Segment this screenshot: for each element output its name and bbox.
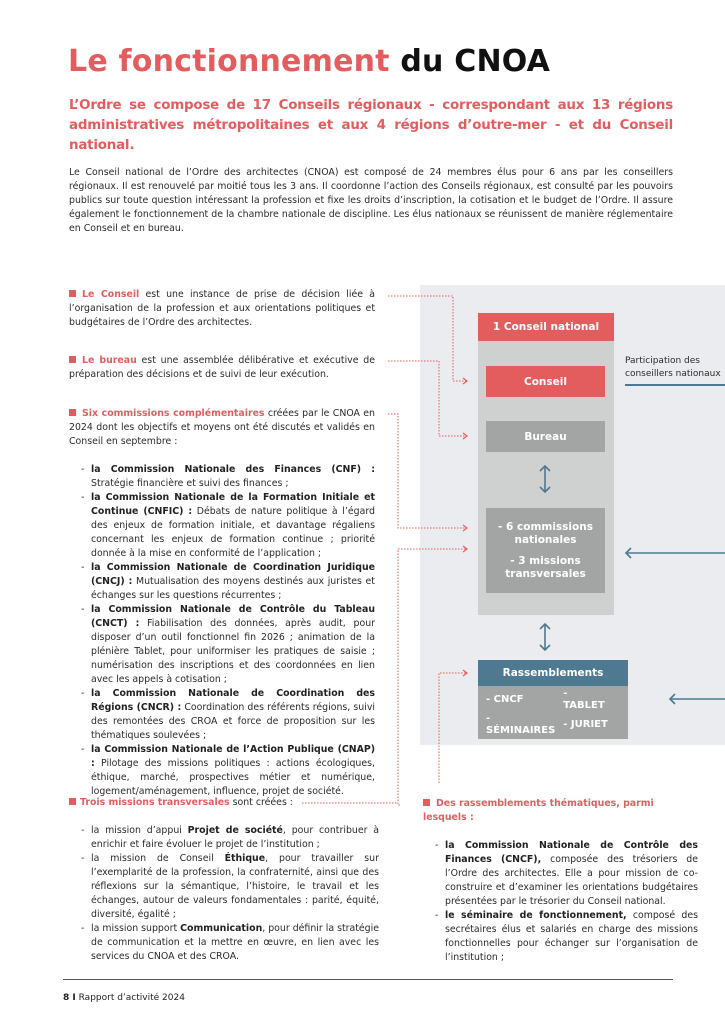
list-item: - la Commission Nationale de Coordination Juridique (CNCJ) : Mutualisation des moyens destinés aux juristes et échanges sur les questions récurrentes ; (81, 561, 375, 603)
rassemblements-label: Des rassemblements thématiques, parmi lesquels : (423, 798, 654, 823)
conseil-national-header: 1 Conseil national (478, 313, 614, 341)
square-bullet-icon (423, 799, 430, 806)
rassemblements-header: Rassemblements (478, 660, 628, 686)
lead-paragraph: L’Ordre se compose de 17 Conseils régionaux - correspondant aux 13 régions administratives métropolitaines et aux 4 régions d’outre-mer - et du Conseil national. (69, 98, 673, 153)
list-item: - la Commission Nationale de Coordination des Régions (CNCR) : Coordination des référents régions, suivi des remontées des CROA et force de proposition sur les thématiques soulevées ; (81, 687, 375, 743)
participation-label: Participation des conseillers nationaux (625, 356, 721, 379)
diagram-bureau-box: Bureau (486, 421, 605, 452)
diagram-conseil-box: Conseil (486, 366, 605, 397)
rassemblements-list (435, 839, 698, 965)
list-item: - la mission support Communication, pour définir la stratégie de communication et la mettre en œuvre, en lien avec les services du CNOA et des CROA. (81, 922, 379, 964)
bureau-label: Le bureau (82, 355, 137, 366)
list-item: - le séminaire de fonctionnement, composé des secrétaires élus et salariés en charge des missions fonctionnelles pour échanger sur l’organisation de l’institution ; (435, 909, 698, 965)
rassemblement-item: - CNCF (486, 693, 524, 705)
footer-divider (63, 979, 673, 980)
intro-paragraph: Le Conseil national de l’Ordre des architectes (CNOA) est composé de 24 membres élus pour 6 ans par les conseillers régionaux. Il est renouvelé par moitié tous les 3 ans. Il coordonne l’action des Conseils régionaux, est consulté par les pouvoirs publics sur toute question intéressant la profession et fixe les droits d’inscription, la cotisation et le budget de l’Ordre. Il assure également le fonctionnement de la chambre nationale de discipline. Les élus nationaux se réunissent de manière réglementaire en Conseil et en bureau. (69, 167, 673, 234)
list-item: - la Commission Nationale de la Formation Initiale et Continue (CNFIC) : Débats de nature politique à l’égard des enjeux de formation initiale, et davantage régaliens concernant les enjeux de formation continue ; priorité donnée à la mise en conformité de l’application ; (81, 491, 375, 561)
rassemblement-item: - JURIET (563, 718, 608, 730)
commissions-line: - 6 commissions nationales (498, 520, 593, 546)
missions-label: Trois missions transversales (80, 797, 230, 808)
missions-line: - 3 missions transversales (505, 554, 586, 580)
rassemblements-section (423, 797, 698, 965)
conseil-label: Le Conseil (82, 289, 140, 300)
commissions-text: créées par le CNOA en 2024 dont les objectifs et moyens ont été discutés et validés en Conseil en septembre : (69, 408, 375, 447)
list-item: - la Commission Nationale de l’Action Publique (CNAP) : Pilotage des missions politiques : actions écologiques, éthique, marché, prospectives métier et numérique, logement/aménagement, influence, projet de société. (81, 743, 375, 799)
title-highlight: Le fonctionnement (68, 44, 390, 79)
rassemblement-item: - TABLET (563, 687, 605, 711)
missions-text: sont créées : (229, 797, 293, 808)
bureau-text: est une assemblée délibérative et exécutive de préparation des décisions et de suivi de leur exécution. (69, 355, 375, 380)
commissions-label: Six commissions complémentaires (82, 408, 265, 419)
footer-title: Rapport d’activité 2024 (78, 993, 185, 1003)
page-footer (63, 993, 185, 1003)
title-rest: du CNOA (400, 44, 551, 79)
list-item: - la mission d’appui Projet de société, pour contribuer à enrichir et faire évoluer le projet de l’institution ; (81, 824, 379, 852)
page-number: 8 I (63, 993, 76, 1003)
list-item: - la Commission Nationale de Contrôle des Finances (CNCF), composée des trésoriers de l’Ordre des architectes. Elle a pour mission de co-construire et d’examiner les orientations budgétaires présentées par le trésorier du Conseil national. (435, 839, 698, 909)
rassemblement-item: - SÉMINAIRES (486, 712, 556, 736)
list-item: - la Commission Nationale de Contrôle du Tableau (CNCT) : Fiabilisation des données, après audit, pour disposer d’un outil fonctionnel fin 2026 ; animation de la plénière Tablet, pour uniformiser les pratiques de saisie ; numérisation des inscriptions et des coordonnées en lien avec les appels à cotisation ; (81, 603, 375, 687)
list-item: - la mission de Conseil Éthique, pour travailler sur l’exemplarité de la profession, la confraternité, ainsi que des réflexions sur la sémantique, l’histoire, le travail et les échanges, autour de valeurs fondamentales : parité, équité, diversité, égalité ; (81, 852, 379, 922)
conseil-text: est une instance de prise de décision liée à l’organisation de la profession et aux orientations politiques et budgétaires de l’Ordre des architectes. (69, 289, 375, 328)
list-item: - la Commission Nationale des Finances (CNF) : Stratégie financière et suivi des finances ; (81, 463, 375, 491)
